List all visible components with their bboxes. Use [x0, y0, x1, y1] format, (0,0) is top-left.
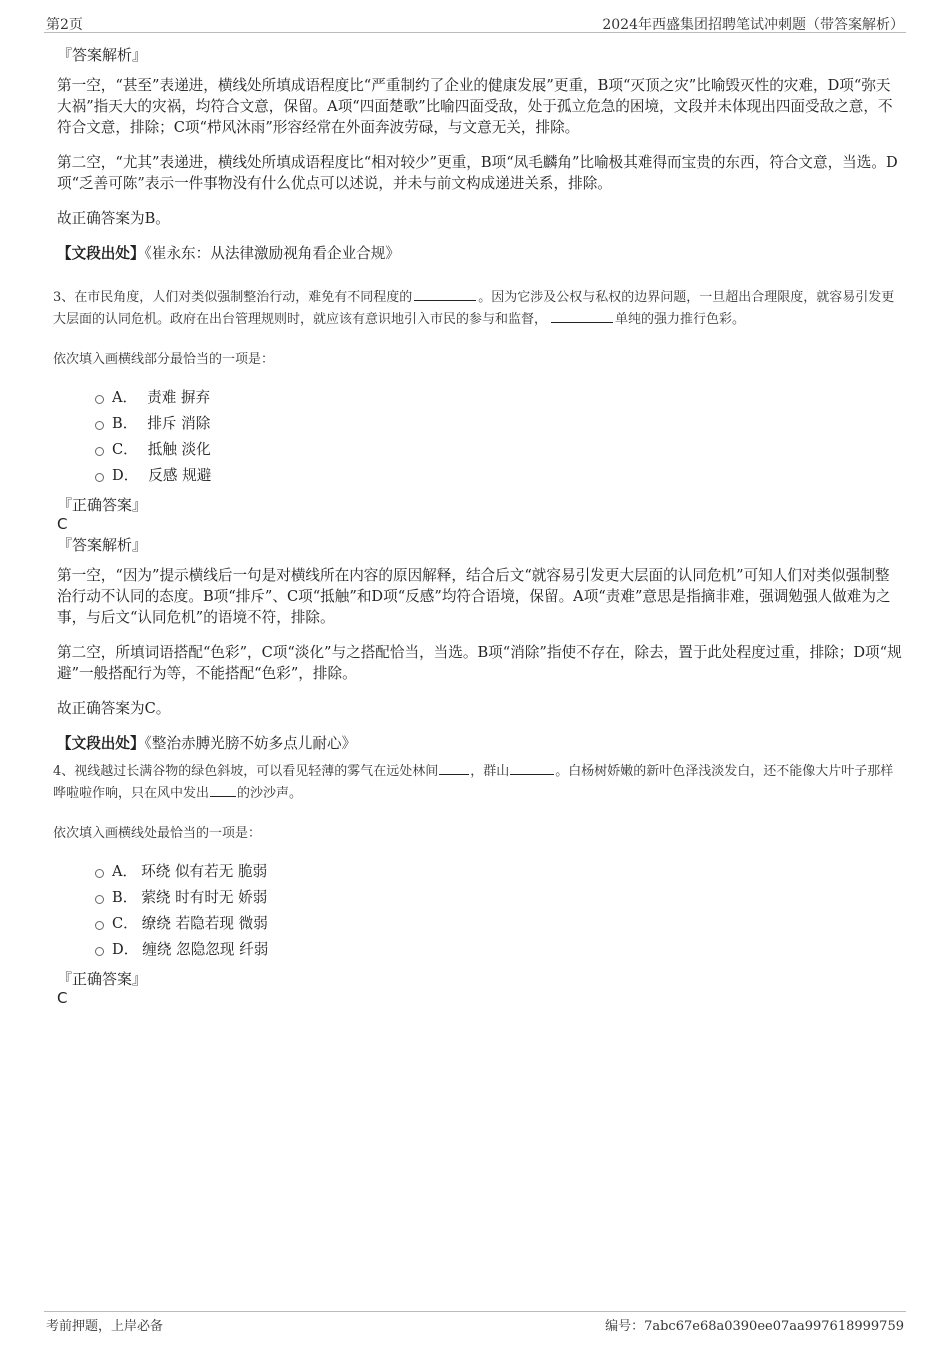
q4-blank-1 [439, 760, 469, 775]
main-content [53, 45, 902, 1007]
document-id: 编号：7abc67e68a0390ee07aa997618999759 [605, 1319, 904, 1334]
q3-stem [53, 286, 902, 330]
q3-prompt: 依次填入画横线部分最恰当的一项是： [53, 352, 275, 367]
radio-icon[interactable] [95, 869, 104, 878]
q3-answer-label: 『正确答案』 [57, 496, 148, 514]
q4-answer-label: 『正确答案』 [57, 970, 148, 988]
option-text: 排斥 消除 [147, 414, 211, 432]
q4-prompt: 依次填入画横线处最恰当的一项是： [53, 826, 262, 841]
q3-analysis-conclusion: 故正确答案为C。 [57, 700, 171, 717]
q2-source-text: 《崔永东：从法律激励视角看企业合规》 [144, 245, 400, 262]
radio-icon[interactable] [95, 395, 104, 404]
q4-answer: C [57, 989, 68, 1007]
q3-stem-part-3: 单纯的强力推行色彩。 [615, 312, 746, 327]
q4-option-b[interactable] [95, 883, 902, 909]
q3-answer: C [57, 515, 68, 533]
option-text: 缭绕 若隐若现 微弱 [141, 914, 268, 932]
radio-icon[interactable] [95, 895, 104, 904]
q2-source [57, 243, 902, 264]
option-text: 反感 规避 [148, 466, 212, 484]
q4-blank-3 [210, 782, 236, 797]
q3-option-b[interactable] [95, 409, 902, 435]
option-text: 萦绕 时有时无 娇弱 [141, 888, 268, 906]
q4-option-c[interactable] [95, 909, 902, 935]
radio-icon[interactable] [95, 947, 104, 956]
q4-stem-part-2: ，群山 [470, 764, 510, 779]
q4-stem [53, 760, 902, 804]
q2-analysis-paragraph-2: 第二空，“尤其”表递进，横线处所填成语程度比“相对较少”更重，B项“凤毛麟角”比喻极其难得而宝贵的东西，符合文意，当选。D项“乏善可陈”表示一件事物没有什么优点可以述说，并未与前文构成递进关系，排除。 [57, 154, 898, 192]
radio-icon[interactable] [95, 921, 104, 930]
q2-source-tag: 【文段出处】 [57, 245, 145, 262]
q2-analysis-conclusion: 故正确答案为B。 [57, 210, 170, 227]
document-title: 2024年西盛集团招聘笔试冲刺题（带答案解析） [602, 17, 904, 33]
option-text: 抵触 淡化 [147, 440, 211, 458]
q3-stem-part-2: 。因为它涉及公权与私权的边界问题，一旦超出合理限度，就容易引发更大层面的认同危机。政府在出台管理规则时，就应该有意识地引入市民的参与和监督， [53, 290, 895, 327]
q3-options [95, 383, 902, 487]
q4-options [95, 857, 902, 961]
page-header [44, 12, 906, 33]
option-key: C． [112, 914, 138, 932]
q3-option-a[interactable] [95, 383, 902, 409]
q3-source-tag: 【文段出处】 [57, 735, 145, 752]
option-key: D． [112, 940, 139, 958]
q3-option-c[interactable] [95, 435, 902, 461]
option-key: B． [112, 414, 138, 432]
q3-analysis-paragraph-2: 第二空，所填词语搭配“色彩”，C项“淡化”与之搭配恰当，当选。B项“消除”指使不存在，除去，置于此处程度过重，排除；D项“规避”一般搭配行为等，不能搭配“色彩”，排除。 [57, 644, 902, 682]
q3-blank-1 [414, 286, 476, 301]
radio-icon[interactable] [95, 447, 104, 456]
option-key: C． [112, 440, 138, 458]
option-text: 环绕 似有若无 脆弱 [141, 862, 268, 880]
q2-analysis-paragraph-1: 第一空，“甚至”表递进，横线处所填成语程度比“严重制约了企业的健康发展”更重，B项“灭顶之灾”比喻毁灭性的灾难，D项“弥天大祸”指天大的灾祸，均符合文意，保留。A项“四面楚歌”比喻四面受敌，处于孤立危急的困境，文段并未体现出四面受敌之意，不符合文意，排除；C项“栉风沐雨”形容经常在外面奔波劳碌，与文意无关，排除。 [57, 77, 893, 136]
radio-icon[interactable] [95, 421, 104, 430]
q4-option-d[interactable] [95, 935, 902, 961]
q4-stem-part-1: 4、视线越过长满谷物的绿色斜坡，可以看见轻薄的雾气在远处林间 [53, 764, 439, 779]
footer-slogan: 考前押题，上岸必备 [46, 1319, 164, 1334]
q3-analysis-paragraph-1: 第一空，“因为”提示横线后一句是对横线所在内容的原因解释，结合后文“就容易引发更大层面的认同危机”可知人们对类似强制整治行动不认同的态度。B项“排斥”、C项“抵触”和D项“反感”均符合语境，保留。A项“责难”意思是指摘非难，强调勉强人做难为之事，与后文“认同危机”的语境不符，排除。 [57, 567, 891, 626]
q4-blank-2 [510, 760, 554, 775]
option-key: A． [112, 862, 138, 880]
radio-icon[interactable] [95, 473, 104, 482]
q3-option-d[interactable] [95, 461, 902, 487]
page-footer [44, 1311, 906, 1334]
option-key: D． [112, 466, 139, 484]
option-text: 缠绕 忽隐忽现 纤弱 [142, 940, 269, 958]
q3-analysis-label: 『答案解析』 [57, 536, 148, 554]
q3-source [57, 733, 902, 754]
q4-option-a[interactable] [95, 857, 902, 883]
q4-stem-part-3: 。白杨树娇嫩的新叶色泽浅淡发白，还不能像大片叶子那样哗啦啦作响，只在风中发出 [53, 764, 894, 801]
q3-source-text: 《整治赤膊光膀不妨多点儿耐心》 [144, 735, 357, 752]
q4-stem-part-4: 的沙沙声。 [237, 786, 303, 801]
q3-stem-part-1: 3、在市民角度，人们对类似强制整治行动，难免有不同程度的 [53, 290, 413, 305]
option-key: B． [112, 888, 138, 906]
option-text: 责难 摒弃 [147, 388, 211, 406]
page-number: 第2页 [46, 17, 83, 33]
option-key: A． [112, 388, 138, 406]
q2-analysis-label: 『答案解析』 [57, 46, 148, 64]
q3-blank-2 [551, 308, 613, 323]
